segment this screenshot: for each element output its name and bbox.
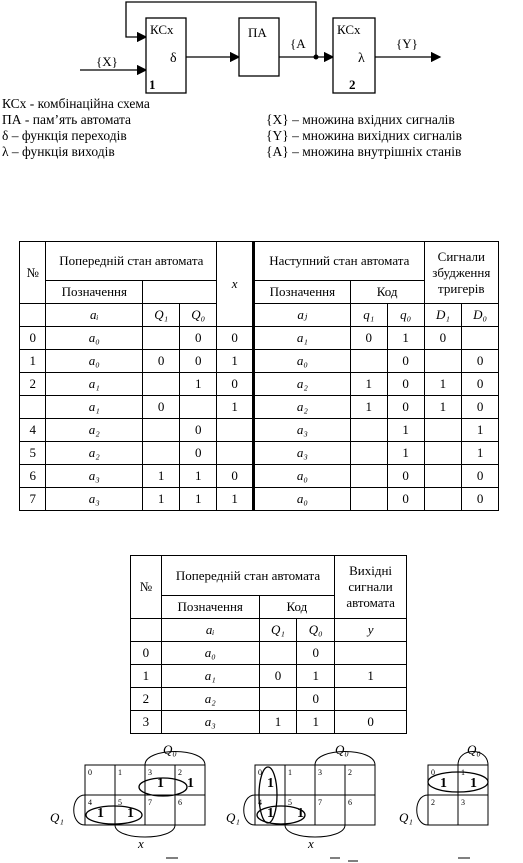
th-designation-prev: Позначення [46,281,143,304]
kmap2-top-label: Q₀ [335,742,349,757]
output-cell: 0 [297,642,335,665]
transition-cell: a₃ [254,419,351,442]
transition-cell: 0 [180,350,217,373]
transition-cell: 0 [387,350,424,373]
kmap-3 [399,742,488,858]
transition-cell: a₁ [46,373,143,396]
transition-cell: 2 [20,373,46,396]
transition-cell [424,488,462,511]
transition-row [20,442,499,465]
legend-lambda: λ – функція виходів [2,144,115,159]
transition-cell: a₃ [46,488,143,511]
t2-th-prev: Попередній стан автомата [161,556,334,596]
block3-index: 2 [349,77,356,92]
output-label: {Y} [396,36,418,51]
block3-title: КСх [337,22,361,37]
th-designation-next: Позначення [254,281,351,304]
transition-cell: 1 [217,488,254,511]
output-table [130,555,407,734]
kmap-cell-index: 1 [288,768,292,777]
transition-cell: 1 [387,442,424,465]
kmap-cell-index: 0 [258,768,262,777]
output-cell [259,688,297,711]
automaton-block-diagram [0,0,523,100]
kmap-cell-index: 2 [431,798,435,807]
output-cell: a₁ [161,665,259,688]
transition-cell: a₀ [254,350,351,373]
transition-cell [462,327,499,350]
th-Q0: Q₀ [180,304,217,327]
legend-ksx: КСх - комбінаційна схема [2,96,150,111]
transition-cell: a₂ [46,419,143,442]
th-q1: q₁ [350,304,387,327]
transition-cell: 1 [217,350,254,373]
kmap1-side-label: Q₁ [50,810,64,825]
kmap-cell-value: 1 [97,806,104,821]
transition-cell: 1 [424,396,462,419]
th-x: x [217,242,254,327]
transition-cell: 1 [462,442,499,465]
kmap-cell-value: 1 [267,776,274,791]
output-cell: a₀ [161,642,259,665]
transition-row [20,373,499,396]
legend-x: {X} – множина вхідних сигналів [266,112,455,127]
transition-cell [424,442,462,465]
th-excitation: Сигнали збудження тригерів [424,242,498,304]
transition-cell: 1 [143,465,180,488]
transition-cell: a₁ [254,327,351,350]
kmap-cell-index: 0 [88,768,92,777]
kmap-1 [50,742,205,858]
transition-cell: 1 [180,488,217,511]
t2-th-y: y [335,619,407,642]
transition-row [20,419,499,442]
block2-title: ПА [248,25,267,40]
transition-cell: 1 [20,350,46,373]
transition-cell [180,396,217,419]
t2-th-Q1: Q₁ [259,619,297,642]
th-D1: D₁ [424,304,462,327]
kmap-cell-index: 3 [318,768,322,777]
th-D0: D₀ [462,304,499,327]
block1-index: 1 [149,77,156,92]
transition-cell: 0 [180,327,217,350]
kmap-cell-index: 1 [118,768,122,777]
output-cell: 3 [131,711,162,734]
transition-cell: 0 [387,396,424,419]
transition-cell: 0 [143,396,180,419]
kmap-cell-index: 7 [318,798,322,807]
kmap-cell-value: 1 [297,806,304,821]
transition-cell: 0 [387,373,424,396]
kmap-cell-index: 4 [258,798,262,807]
kmap-2 [226,742,375,861]
block3-symbol: λ [358,51,365,66]
output-cell: 0 [259,665,297,688]
transition-row [20,396,499,419]
transition-cell: 0 [462,396,499,419]
transition-cell: a₃ [46,465,143,488]
block1-title: КСх [150,22,174,37]
transition-cell: a₂ [254,396,351,419]
kmap-cell-index: 5 [118,798,122,807]
transition-cell: 1 [462,419,499,442]
transition-cell [217,419,254,442]
transition-cell: 7 [20,488,46,511]
output-cell: 0 [297,688,335,711]
output-cell: 0 [335,711,407,734]
kmap-cell-index: 3 [148,768,152,777]
kmap-cell-index: 5 [288,798,292,807]
t2-th-ai: aᵢ [161,619,259,642]
transition-cell: 1 [387,327,424,350]
th-aj: aⱼ [254,304,351,327]
transition-cell: 0 [20,327,46,350]
th-prev-state: Попередній стан автомата [46,242,217,281]
transition-cell [143,442,180,465]
th-ai: aᵢ [46,304,143,327]
input-label: {X} [96,54,118,69]
legend-y: {Y} – множина вихідних сигналів [266,128,463,143]
transition-cell: 0 [462,373,499,396]
kmap-cell-value: 1 [127,806,134,821]
output-cell: 1 [335,665,407,688]
th-next-state: Наступний стан автомата [254,242,425,281]
state-label: {A [290,36,306,51]
kmap-cell-index: 7 [148,798,152,807]
transition-cell: 0 [350,327,387,350]
transition-cell: 0 [424,327,462,350]
th-code: Код [350,281,424,304]
output-cell: 0 [131,642,162,665]
transition-table [19,241,499,511]
transition-cell [217,442,254,465]
transition-cell: 0 [180,442,217,465]
kmap-cell-value: 1 [470,776,477,791]
transition-cell: 1 [217,396,254,419]
th-Q1: Q₁ [143,304,180,327]
transition-cell: 1 [143,488,180,511]
karnaugh-maps [0,735,523,863]
kmap3-top-label: Q₀ [467,742,481,757]
transition-cell [424,350,462,373]
transition-cell: a₀ [254,465,351,488]
th-empty [20,304,46,327]
junction-dot [314,55,319,60]
output-cell: a₃ [161,711,259,734]
kmap2-side-label: Q₁ [226,810,240,825]
kmap-cell-index: 2 [348,768,352,777]
kmap1-bottom-label: x [138,836,144,851]
transition-cell: 1 [350,373,387,396]
kmap-cell-index: 0 [431,768,435,777]
kmap3-side-label: Q₁ [399,810,413,825]
kmap-cell-value: 1 [157,776,164,791]
transition-cell: a₁ [46,396,143,419]
output-row [131,688,407,711]
transition-cell: 0 [180,419,217,442]
transition-cell: 0 [143,350,180,373]
transition-cell [143,419,180,442]
output-cell [335,688,407,711]
transition-cell: 0 [387,465,424,488]
transition-cell: a₃ [254,442,351,465]
output-cell: 1 [131,665,162,688]
transition-cell: a₂ [254,373,351,396]
legend-a: {A} – множина внутрішніх станів [266,144,462,159]
output-cell: a₂ [161,688,259,711]
transition-cell: 0 [217,465,254,488]
transition-cell [350,419,387,442]
kmap-cell-index: 3 [461,798,465,807]
transition-cell: a₀ [254,488,351,511]
output-row [131,711,407,734]
output-row [131,665,407,688]
th-blank [143,281,217,304]
transition-cell: 0 [217,373,254,396]
transition-cell: a₂ [46,442,143,465]
transition-cell [350,465,387,488]
kmap2-bottom-label: x [308,836,314,851]
transition-cell: 5 [20,442,46,465]
t2-th-number: № [131,556,162,619]
kmap-cell-value: 1 [440,776,447,791]
t2-th-empty [131,619,162,642]
transition-cell [424,419,462,442]
transition-cell: 1 [180,465,217,488]
kmap-cell-index: 1 [461,768,465,777]
transition-row [20,465,499,488]
transition-cell: 1 [180,373,217,396]
transition-cell: 0 [462,350,499,373]
transition-row [20,350,499,373]
transition-cell [350,350,387,373]
transition-cell: a₀ [46,327,143,350]
transition-cell [143,327,180,350]
kmap1-top-label: Q₀ [163,742,177,757]
legend-left [2,96,150,160]
kmap-cell-value: 1 [187,776,194,791]
transition-cell: 1 [424,373,462,396]
transition-cell [424,465,462,488]
transition-cell [350,488,387,511]
transition-cell [350,442,387,465]
output-cell: 1 [259,711,297,734]
th-number: № [20,242,46,304]
transition-cell: 4 [20,419,46,442]
output-cell: 1 [297,711,335,734]
transition-row [20,327,499,350]
kmap-cell-value: 1 [267,806,274,821]
transition-cell [143,373,180,396]
transition-cell: 0 [462,465,499,488]
transition-cell: 1 [387,419,424,442]
transition-cell: 1 [350,396,387,419]
legend-right [266,112,462,160]
transition-cell: a₀ [46,350,143,373]
transition-cell: 6 [20,465,46,488]
legend-pa: ПА - пам’ять автомата [2,112,132,127]
transition-cell [20,396,46,419]
output-cell [259,642,297,665]
t2-th-Q0: Q₀ [297,619,335,642]
transition-cell: 0 [462,488,499,511]
transition-row [20,488,499,511]
block1-symbol: δ [170,51,177,66]
legend-delta: δ – функція переходів [2,128,127,143]
kmap-cell-index: 4 [88,798,92,807]
output-cell: 2 [131,688,162,711]
kmap-cell-index: 2 [178,768,182,777]
th-q0: q₀ [387,304,424,327]
t2-th-code: Код [259,596,335,619]
transition-cell: 0 [217,327,254,350]
kmap-cell-index: 6 [178,798,182,807]
t2-th-designation: Позначення [161,596,259,619]
transition-cell: 0 [387,488,424,511]
output-row [131,642,407,665]
output-cell: 1 [297,665,335,688]
output-cell [335,642,407,665]
kmap-cell-index: 6 [348,798,352,807]
t2-th-out: Вихідні сигнали автомата [335,556,407,619]
